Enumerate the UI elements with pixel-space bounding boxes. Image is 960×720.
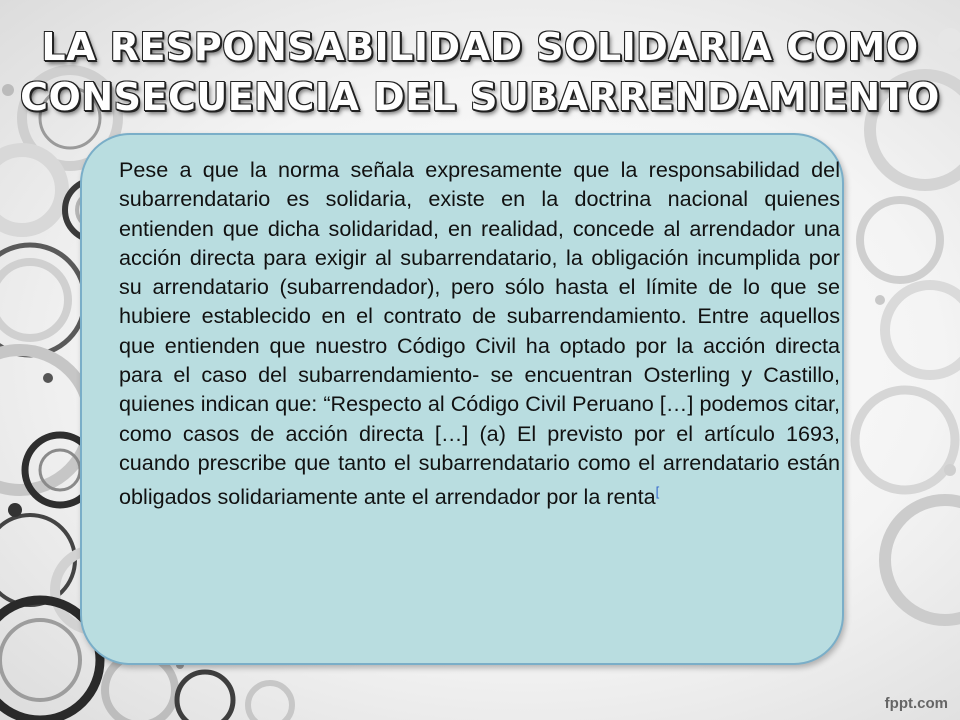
slide-title (0, 22, 960, 122)
watermark-text: fppt.com (884, 695, 948, 712)
slide-title-line-1: LA RESPONSABILIDAD SOLIDARIA COMO (41, 25, 919, 69)
footnote-link[interactable]: [ (655, 484, 660, 500)
slide-title-line-2: CONSECUENCIA DEL SUBARRENDAMIENTO (20, 75, 940, 119)
body-paragraph (119, 155, 840, 512)
body-paragraph-text: Pese a que la norma señala expresamente que la responsabilidad del subarrendatario es solidaria, existe en la doctrina nacional quienes entienden que dicha solidaridad, en realidad, concede al arrendador una acción directa para exigir al subarrendatario, la obligación incumplida por su arrendatario (subarrendador), pero sólo hasta el límite de lo que se hubiere establecido en el contrato de subarrendamiento. Entre aquellos que entienden que nuestro Código Civil ha optado por la acción directa para el caso del subarrendamiento- se encuentran Osterling y Castillo, quienes indican que: “Respecto al Código Civil Peruano […] podemos citar, como casos de acción directa […] (a) El previsto por el artículo 1693, cuando prescribe que tanto el subarrendatario como el arrendatario están obligados solidariamente ante el arrendador por la renta (119, 157, 840, 510)
